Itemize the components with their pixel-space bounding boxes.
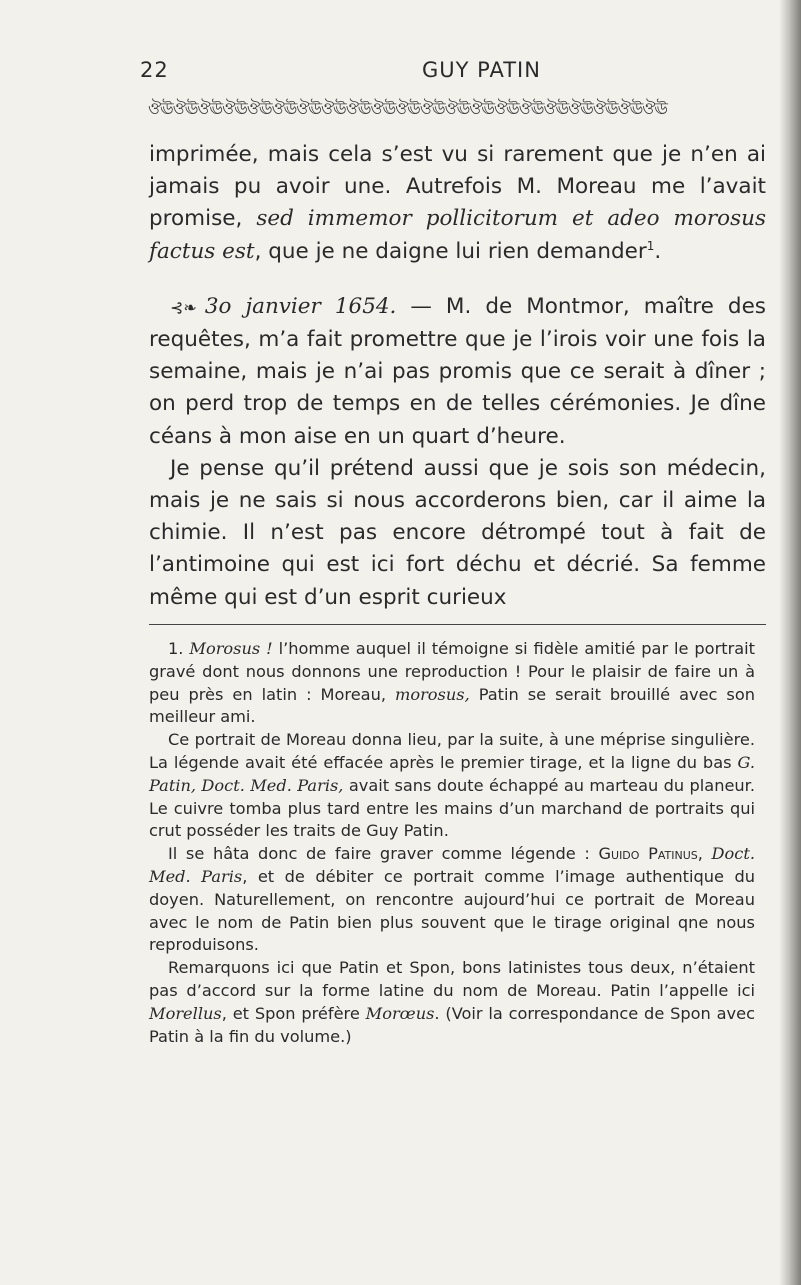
footnote-paragraph-2 <box>149 729 755 843</box>
footnote-1-italic-a: Morosus ! <box>189 639 273 658</box>
paragraph-1-text-d: . <box>654 238 662 264</box>
page-number: 22 <box>140 58 169 82</box>
footnote-3-smallcaps: Guido Patinus <box>598 844 698 864</box>
footnote-4-italic-a: Morellus <box>149 1003 222 1023</box>
footnote-paragraph-4 <box>149 957 755 1048</box>
footnote-1-text-a: l’homme auquel il témoigne si fidèle amitié par le portrait gravé dont nous donnons une reproduction ! Pour le plaisir de faire un à peu près en latin : Moreau, <box>149 639 756 704</box>
footnote-4-italic-b: Morœus <box>365 1003 435 1023</box>
footnote-ref: 1 <box>646 238 655 253</box>
entry-date: 3o janvier 1654. <box>204 293 397 319</box>
footnote-4-text-c: . (Voir la correspondance de Spon avec Patin à la fin du volume.) <box>149 1003 755 1046</box>
footnotes <box>149 638 755 1048</box>
footnote-4-text-b: , et Spon préfère <box>221 1003 366 1023</box>
footnote-paragraph-3 <box>149 843 755 957</box>
fleuron-icon: ⊰❧ <box>170 297 197 317</box>
footnote-3-text-a: Il se hâta donc de faire graver comme légende : <box>168 844 599 864</box>
ornamental-border: ঔঊঔঊঔঊঔঊঔঊঔঊঔঊঔঊঔঊঔঊঔঊঔঊঔঊঔঊঔঊঔঊঔঊঔঊঔঊঔঊঔঊ <box>148 99 668 118</box>
footnote-1-text-b: Patin se serait brouillé avec son meilleur ami. <box>149 684 755 727</box>
paragraph-1-text-a: imprimée, mais cela s’est vu si rarement que je n’en ai jamais pu avoir une. Autrefois M. Moreau me l’avait promise, <box>149 142 766 232</box>
page-header <box>140 58 740 88</box>
footnote-2-italic: G. Patin, Doct. Med. Paris, <box>149 752 755 795</box>
footnote-3-comma: , <box>697 844 712 864</box>
paragraph-3: Je pense qu’il prétend aussi que je sois son médecin, mais je ne sais si nous accorderons bien, car il aime la chimie. Il n’est pas encore détrompé tout à fait de l’antimoine qui est ici fort déchu et décrié. Sa femme même qui est d’un esprit curieux <box>149 455 766 610</box>
main-text <box>149 139 766 614</box>
latin-quote: sed immemor pollicitorum et adeo morosus factus est <box>149 206 767 264</box>
paragraph-1 <box>149 139 766 268</box>
footnote-number: 1. <box>168 639 190 658</box>
footnote-1 <box>149 638 755 729</box>
footnote-divider <box>149 624 766 625</box>
page-edge-shadow <box>779 0 801 1285</box>
running-title: GUY PATIN <box>422 58 541 82</box>
paragraph-2 <box>149 291 766 453</box>
footnote-1-italic-b: morosus, <box>394 684 470 704</box>
footnote-2-text-a: Ce portrait de Moreau donna lieu, par la suite, à une méprise singulière. La légende avait été effacée après le premier tirage, et la ligne du bas <box>149 730 755 772</box>
footnote-3-text-b: , et de débiter ce portrait comme l’image authentique du doyen. Naturellement, on rencontre aujourd’hui ce portrait de Moreau avec le nom de Patin bien plus souvent que le tirage original qne nous reproduisons. <box>149 866 755 955</box>
paragraph-1-text-c: , que je ne daigne lui rien demander <box>254 238 647 264</box>
paragraph-2-text: — M. de Montmor, maître des requêtes, m’a fait promettre que je l’irois voir une fois la semaine, mais je n’ai pas promis que ce serait à dîner ; on perd trop de temps en de telles cérémonies. Je dîne céans à mon aise en un quart d’heure. <box>149 293 766 449</box>
footnote-2-text-b: avait sans doute échappé au marteau du planeur. Le cuivre tomba plus tard entre les mains d’un marchand de portraits qui crut posséder les traits de Guy Patin. <box>149 775 755 841</box>
footnote-3-italic: Doct. Med. Paris <box>149 844 755 886</box>
footnote-4-text-a: Remarquons ici que Patin et Spon, bons latinistes tous deux, n’étaient pas d’accord sur la forme latine du nom de Moreau. Patin l’appelle ici <box>149 958 755 1000</box>
